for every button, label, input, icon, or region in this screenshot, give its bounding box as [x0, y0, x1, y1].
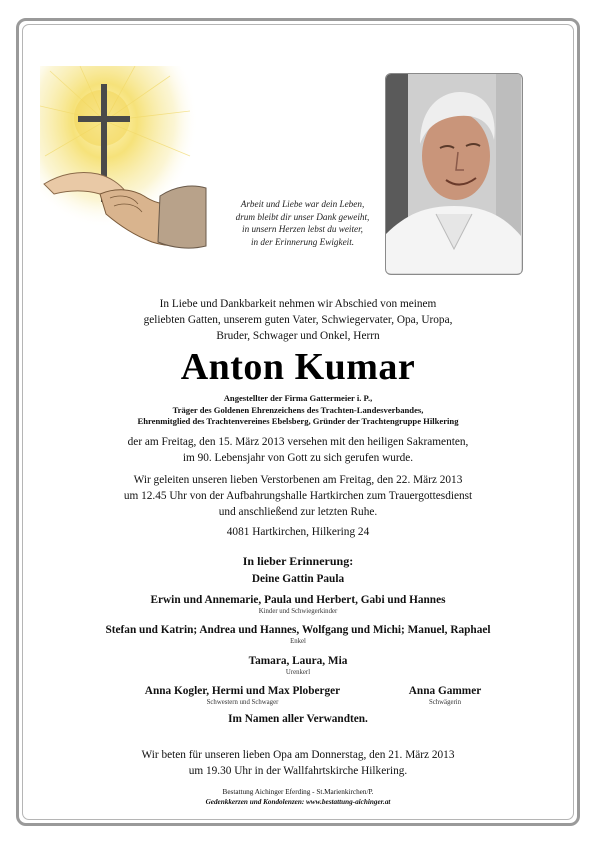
- mourner-sister-in-law-label: Schwägerin: [428, 699, 462, 706]
- condolence-link[interactable]: Gedenkkerzen und Kondolenzen: www.bestattung-aichinger.at: [205, 798, 391, 806]
- mourner-grandchildren-label: Enkel: [290, 638, 306, 645]
- funeral-line: Wir geleiten unseren lieben Verstorbenen am Freitag, den 22. März 2013: [133, 474, 463, 486]
- portrait-photo: [385, 73, 523, 275]
- verse-line: in unsern Herzen lebst du weiter,: [242, 224, 363, 234]
- intro-line: In Liebe und Dankbarkeit nehmen wir Abschied von meinem: [159, 298, 437, 310]
- prayer-line: Wir beten für unseren lieben Opa am Donnerstag, den 21. März 2013: [141, 749, 455, 761]
- memorial-verse: [220, 198, 385, 248]
- prayer-notice: [40, 747, 556, 779]
- intro-line: geliebten Gatten, unserem guten Vater, Schwiegervater, Opa, Uropa,: [143, 314, 453, 326]
- family-address: 4081 Hartkirchen, Hilkering 24: [226, 526, 370, 538]
- verse-line: in der Erinnerung Ewigkeit.: [250, 236, 355, 247]
- death-line: der am Freitag, den 15. März 2013 versehen mit den heiligen Sakramenten,: [127, 436, 469, 448]
- mourner-siblings: Anna Kogler, Hermi und Max Ploberger: [144, 685, 341, 697]
- mourner-great-grandchildren-label: Urenkerl: [285, 669, 311, 676]
- mourner-children: Erwin und Annemarie, Paula und Herbert, Gabi und Hannes: [150, 594, 446, 606]
- mourner-children-label: Kinder und Schwiegerkinder: [258, 608, 338, 615]
- mourner-relatives: Im Namen aller Verwandten.: [228, 713, 368, 725]
- funeral-line: und anschließend zur letzten Ruhe.: [218, 506, 378, 518]
- mourners-heading: In lieber Erinnerung:: [242, 554, 354, 568]
- mourner-grandchildren: Stefan und Katrin; Andrea und Hannes, Wolfgang und Michi; Manuel, Raphael: [105, 624, 491, 636]
- prayer-line: um 19.30 Uhr in der Wallfahrtskirche Hilkering.: [188, 765, 408, 777]
- funeral-home: Bestattung Aichinger Eferding - St.Marienkirchen/P.: [222, 788, 374, 796]
- mourner-sister-in-law: Anna Gammer: [408, 685, 482, 697]
- title-line: Angestellter der Firma Gattermeier i. P.,: [223, 393, 373, 403]
- funeral-notice: [40, 472, 556, 520]
- verse-line: drum bleibt dir unser Dank geweiht,: [235, 211, 370, 222]
- death-line: im 90. Lebensjahr von Gott zu sich gerufen wurde.: [182, 452, 414, 464]
- title-line: Ehrenmitglied des Trachtenvereines Ebelsberg, Gründer der Trachtengruppe Hilkering: [137, 416, 459, 426]
- death-notice: [40, 434, 556, 466]
- mourner-wife: Deine Gattin Paula: [251, 573, 345, 585]
- deceased-name: Anton Kumar: [180, 346, 416, 388]
- cross-hands-illustration: [40, 66, 210, 261]
- deceased-titles: [40, 393, 556, 428]
- verse-line: Arbeit und Liebe war dein Leben,: [240, 199, 365, 209]
- intro-text: [40, 296, 556, 344]
- mourner-siblings-label: Schwestern und Schwager: [206, 699, 279, 706]
- intro-line: Bruder, Schwager und Onkel, Herrn: [216, 330, 380, 342]
- title-line: Träger des Goldenen Ehrenzeichens des Trachten-Landesverbandes,: [172, 404, 424, 415]
- funeral-line: um 12.45 Uhr von der Aufbahrungshalle Hartkirchen zum Trauergottesdienst: [123, 490, 473, 502]
- mourner-great-grandchildren: Tamara, Laura, Mia: [248, 655, 348, 667]
